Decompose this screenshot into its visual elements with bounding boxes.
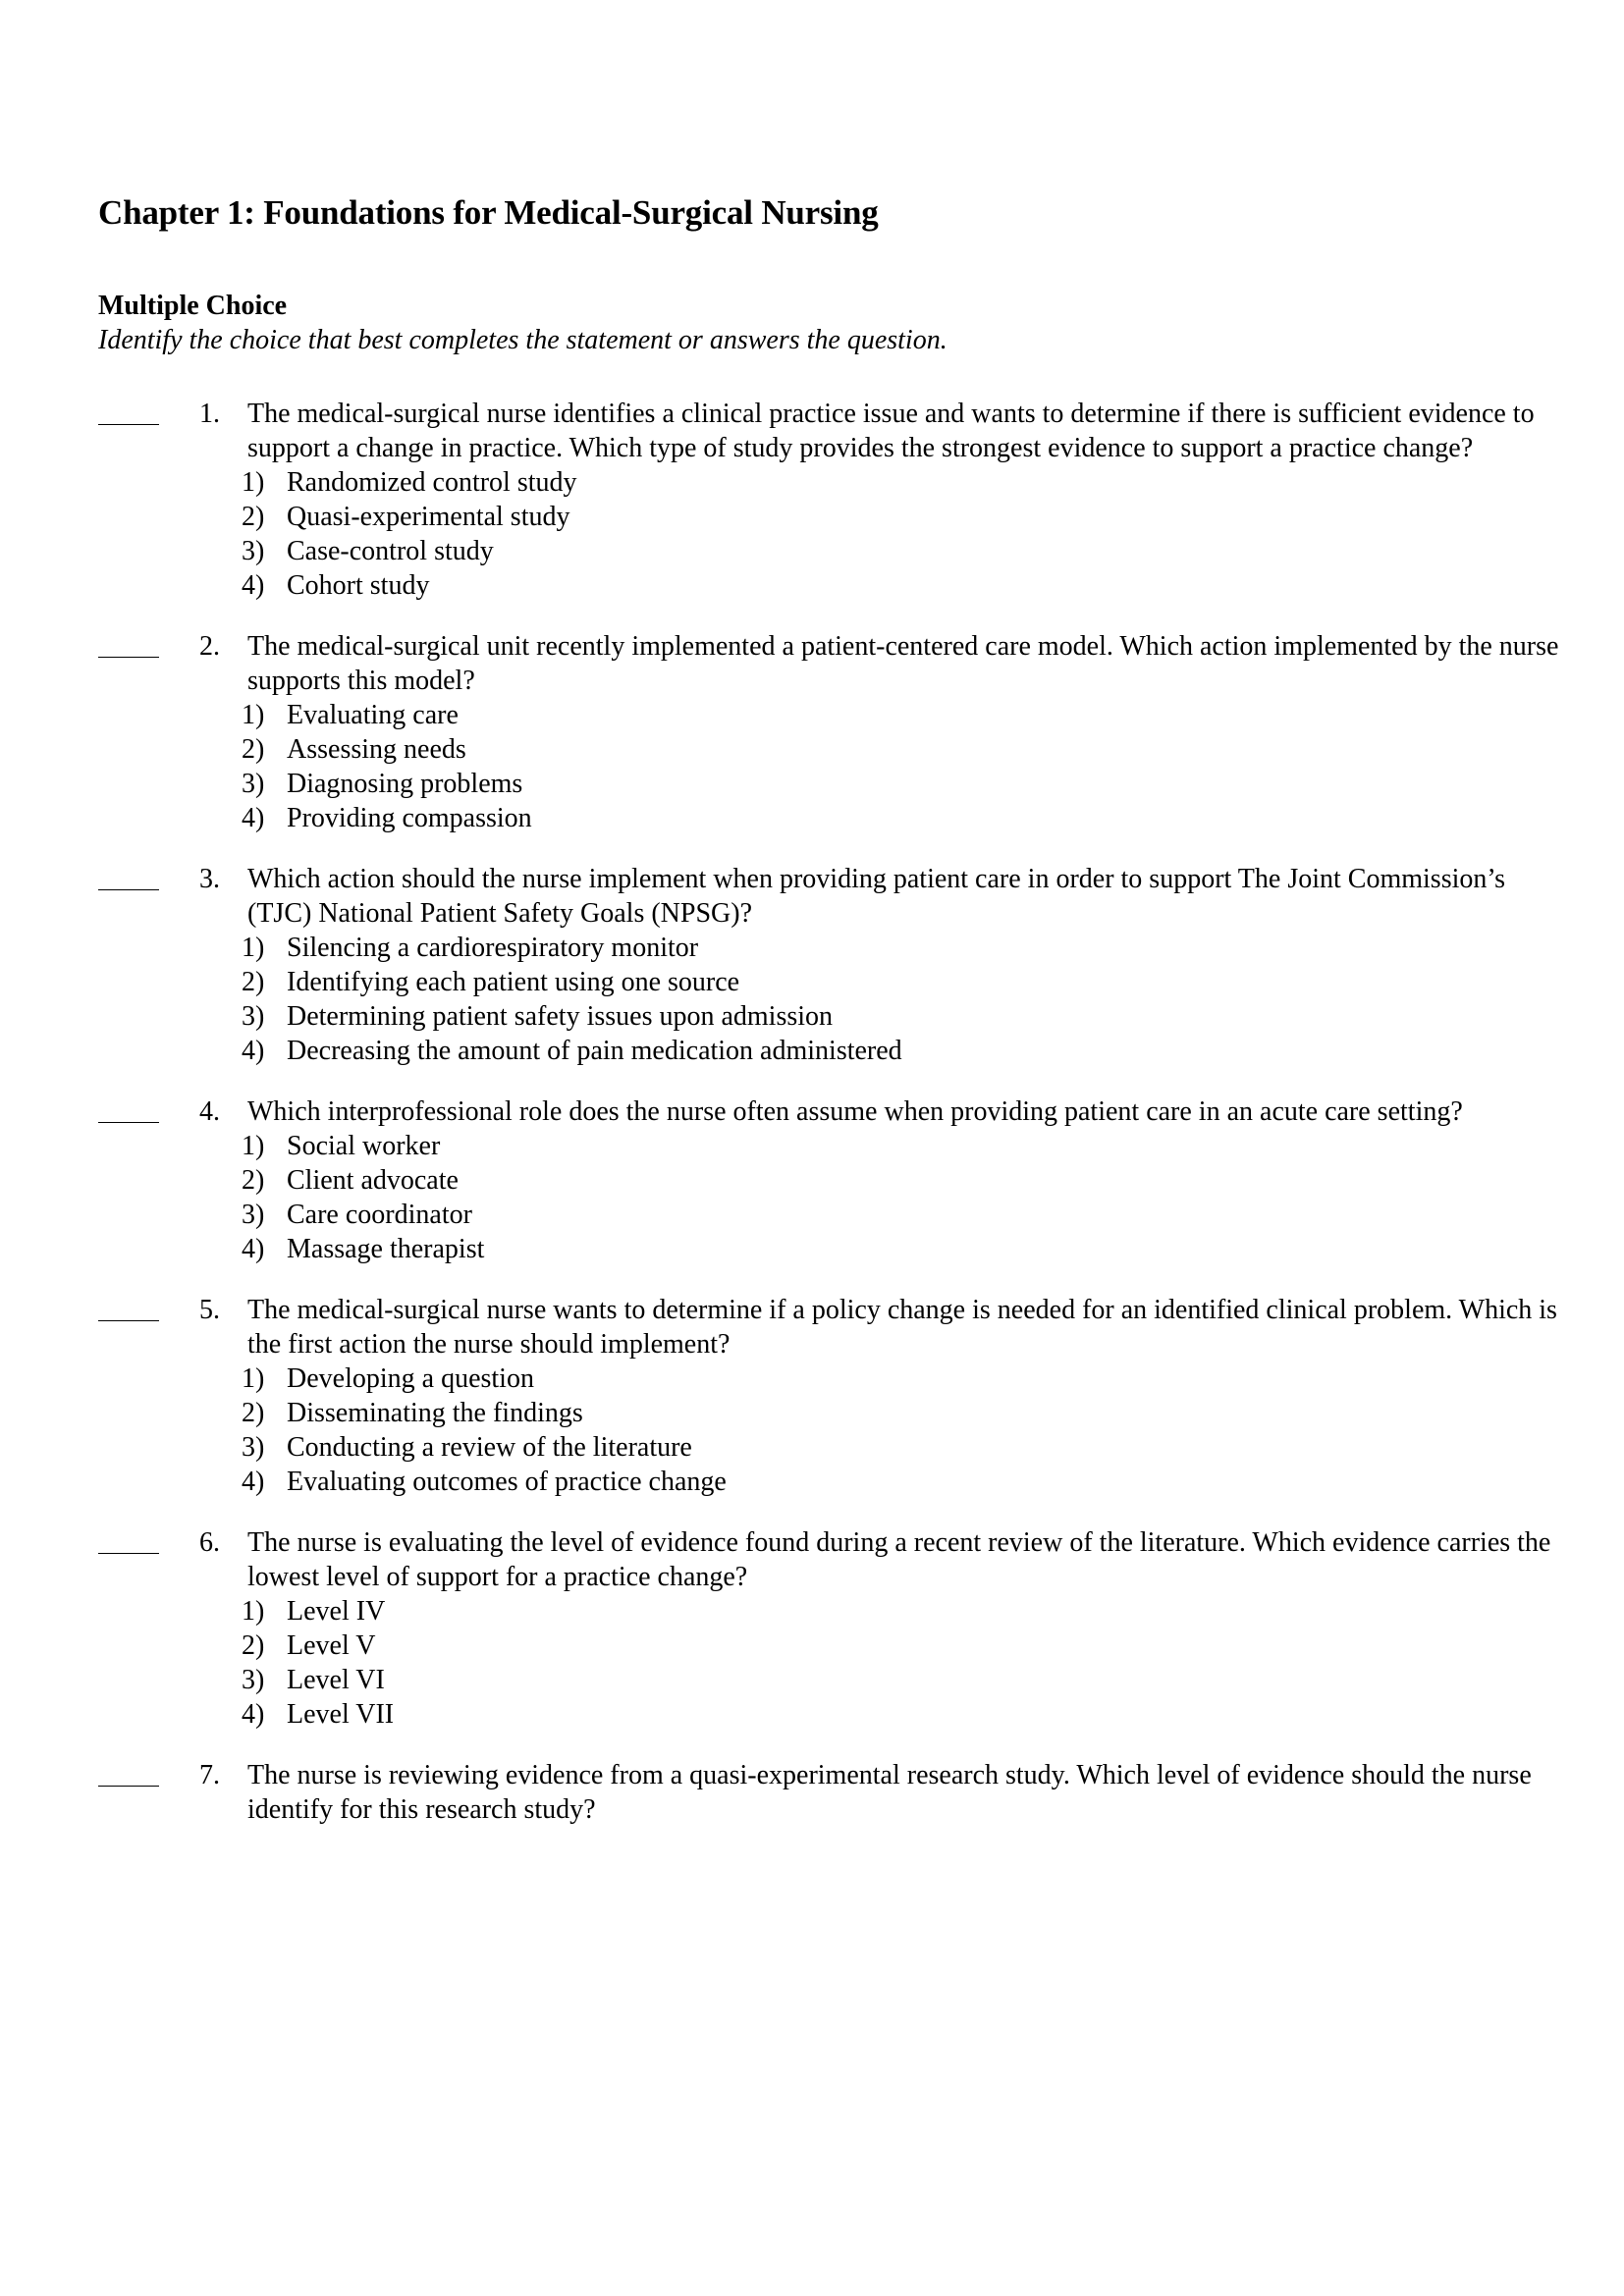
question-stem: The medical-surgical nurse wants to determine if a policy change is needed for an identified clinical problem. Which is the first action the nurse should implement?	[247, 1295, 1557, 1360]
option-text: Care coordinator	[287, 1200, 472, 1230]
question-stem: The medical-surgical unit recently implemented a patient-centered care model. Which action implemented by the nurse supports this model?	[247, 631, 1559, 696]
option	[242, 767, 1568, 801]
answer-blank[interactable]	[98, 629, 159, 664]
option	[242, 568, 1568, 603]
option	[242, 1198, 1568, 1232]
option-number: 1)	[242, 1363, 265, 1394]
question-number: 4.	[199, 1096, 220, 1127]
option-number: 3)	[242, 1665, 265, 1695]
option	[242, 1465, 1568, 1499]
option-text: Disseminating the findings	[287, 1398, 583, 1428]
answer-blank[interactable]	[98, 397, 159, 431]
option	[242, 1594, 1568, 1629]
option-number: 4)	[242, 1699, 265, 1730]
option	[242, 698, 1568, 732]
question-5	[98, 1293, 1571, 1499]
option	[242, 1697, 1568, 1732]
question-number: 7.	[199, 1760, 220, 1790]
question-3	[98, 862, 1571, 1068]
option-number: 2)	[242, 1398, 265, 1428]
option	[242, 465, 1568, 500]
option-list	[242, 1362, 1568, 1499]
question-list	[98, 397, 1571, 1827]
option-number: 3)	[242, 536, 265, 566]
question-number: 6.	[199, 1527, 220, 1558]
option-text: Randomized control study	[287, 467, 577, 498]
option	[242, 801, 1568, 835]
question-2	[98, 629, 1571, 835]
option-number: 3)	[242, 1001, 265, 1032]
section-title: Multiple Choice	[98, 291, 288, 321]
option-number: 4)	[242, 1234, 265, 1264]
option	[242, 500, 1568, 534]
option	[242, 1629, 1568, 1663]
option-text: Level V	[287, 1630, 376, 1661]
option-number: 4)	[242, 570, 265, 601]
question-4	[98, 1095, 1571, 1266]
option-text: Silencing a cardiorespiratory monitor	[287, 933, 699, 963]
question-stem: Which action should the nurse implement when providing patient care in order to support The Joint Commission’s (TJC) National Patient Safety Goals (NPSG)?	[247, 864, 1506, 929]
option-number: 4)	[242, 803, 265, 833]
option	[242, 1129, 1568, 1163]
question-number: 5.	[199, 1295, 220, 1325]
document-page	[98, 192, 1571, 1853]
question-stem: The medical-surgical nurse identifies a clinical practice issue and wants to determine if there is sufficient evidence to support a change in practice. Which type of study provides the strongest evidence to support a practice change?	[247, 399, 1535, 463]
option-text: Developing a question	[287, 1363, 534, 1394]
option	[242, 1034, 1568, 1068]
option-number: 2)	[242, 967, 265, 997]
answer-blank[interactable]	[98, 1095, 159, 1129]
option-text: Quasi-experimental study	[287, 502, 570, 532]
option-number: 1)	[242, 933, 265, 963]
option-number: 3)	[242, 1200, 265, 1230]
option-list	[242, 1594, 1568, 1732]
option-number: 2)	[242, 1630, 265, 1661]
option-text: Diagnosing problems	[287, 769, 523, 799]
question-stem: The nurse is evaluating the level of evidence found during a recent review of the literature. Which evidence carries the lowest level of support for a practice change?	[247, 1527, 1551, 1592]
option-list	[242, 465, 1568, 603]
option-text: Determining patient safety issues upon admission	[287, 1001, 834, 1032]
option-number: 4)	[242, 1467, 265, 1497]
option-text: Assessing needs	[287, 734, 466, 765]
option	[242, 1663, 1568, 1697]
option-number: 1)	[242, 1131, 265, 1161]
option-text: Identifying each patient using one source	[287, 967, 740, 997]
answer-blank[interactable]	[98, 1525, 159, 1560]
option-text: Level VI	[287, 1665, 385, 1695]
option-text: Evaluating outcomes of practice change	[287, 1467, 727, 1497]
option-number: 1)	[242, 467, 265, 498]
option-list	[242, 698, 1568, 835]
question-1	[98, 397, 1571, 603]
option-text: Cohort study	[287, 570, 430, 601]
option	[242, 1430, 1568, 1465]
instructions: Identify the choice that best completes the statement or answers the question.	[98, 325, 947, 355]
option-text: Decreasing the amount of pain medication administered	[287, 1036, 902, 1066]
question-number: 3.	[199, 864, 220, 894]
option	[242, 1362, 1568, 1396]
option	[242, 931, 1568, 965]
option-text: Evaluating care	[287, 700, 459, 730]
option-number: 3)	[242, 769, 265, 799]
option-text: Client advocate	[287, 1165, 459, 1196]
option	[242, 1396, 1568, 1430]
option-text: Providing compassion	[287, 803, 532, 833]
option-number: 1)	[242, 700, 265, 730]
option-text: Level IV	[287, 1596, 386, 1627]
answer-blank[interactable]	[98, 1293, 159, 1327]
option-text: Level VII	[287, 1699, 395, 1730]
option	[242, 732, 1568, 767]
option	[242, 999, 1568, 1034]
option	[242, 1163, 1568, 1198]
option-number: 2)	[242, 734, 265, 765]
answer-blank[interactable]	[98, 862, 159, 896]
chapter-title: Chapter 1: Foundations for Medical-Surgical Nursing	[98, 193, 879, 232]
option-text: Case-control study	[287, 536, 494, 566]
answer-blank[interactable]	[98, 1758, 159, 1792]
question-number: 1.	[199, 399, 220, 429]
option-text: Massage therapist	[287, 1234, 485, 1264]
option-number: 2)	[242, 1165, 265, 1196]
option-number: 2)	[242, 502, 265, 532]
option	[242, 1232, 1568, 1266]
option-text: Social worker	[287, 1131, 441, 1161]
question-number: 2.	[199, 631, 220, 662]
question-stem: The nurse is reviewing evidence from a quasi-experimental research study. Which level of evidence should the nurse identify for this research study?	[247, 1760, 1532, 1825]
option	[242, 965, 1568, 999]
option-number: 3)	[242, 1432, 265, 1463]
question-6	[98, 1525, 1571, 1732]
option-list	[242, 1129, 1568, 1266]
option-number: 1)	[242, 1596, 265, 1627]
option-text: Conducting a review of the literature	[287, 1432, 692, 1463]
question-7	[98, 1758, 1571, 1827]
option-list	[242, 931, 1568, 1068]
question-stem: Which interprofessional role does the nurse often assume when providing patient care in an acute care setting?	[247, 1096, 1463, 1127]
option	[242, 534, 1568, 568]
option-number: 4)	[242, 1036, 265, 1066]
